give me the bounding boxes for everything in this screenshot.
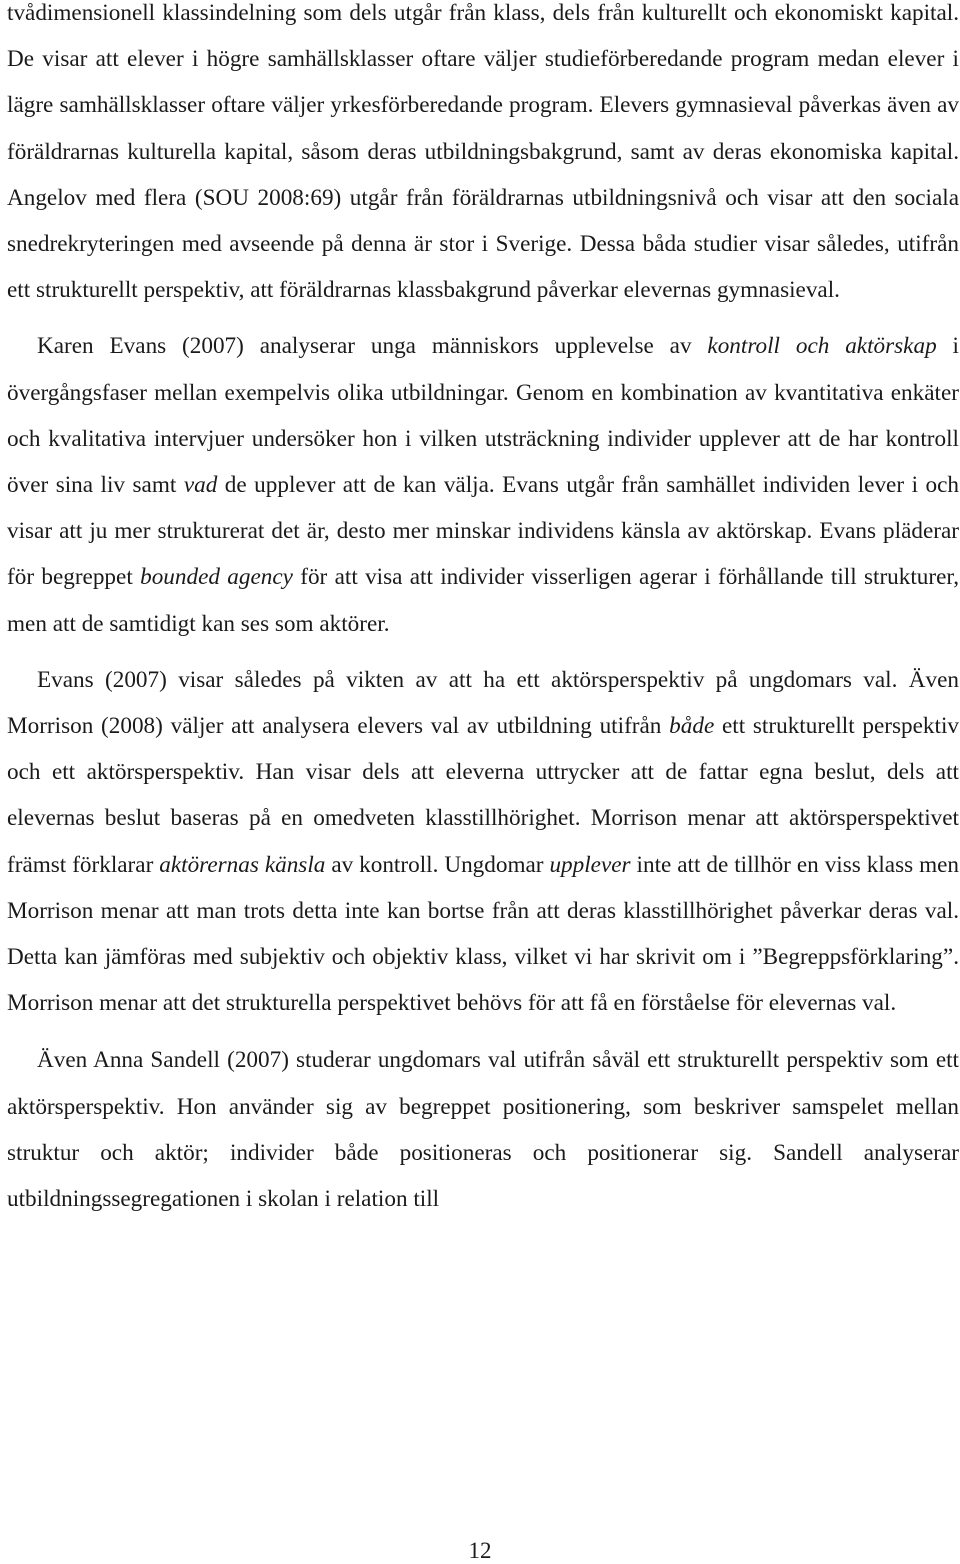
italic-term: kontroll och aktörskap: [707, 333, 937, 360]
document-page: [7, 0, 959, 1222]
page-number: 12: [468, 1538, 492, 1563]
paragraph-text: inte att de tillhör en viss klass men Morrison menar att man trots detta inte kan bortse från att deras klasstillhörighet påverkar deras val. Detta kan jämföras med subjektiv och objektiv klass, vilket vi har skrivit om i ”Begreppsförklaring”. Morrison menar att det strukturella perspektivet behövs för att få en förståelse för elevernas val.: [7, 851, 959, 1017]
paragraph-text: i övergångsfaser mellan exempelvis olika utbildningar. Genom en kombination av kvantitativa enkäter och kvalitativa intervjuer undersöker hon i vilken utsträckning individer upplever att de har kontroll över sina liv samt: [7, 333, 959, 499]
italic-term: bounded agency: [140, 564, 293, 591]
paragraph-gap: [7, 313, 959, 323]
paragraph-morrison: [7, 657, 959, 1027]
paragraph-text: de upplever att de kan välja. Evans utgår från samhället individen lever i och visar att ju mer strukturerat det är, desto mer minskar individens känsla av aktörskap. Evans pläderar för begreppet: [7, 472, 959, 591]
italic-term: vad: [183, 472, 218, 499]
paragraph-text: av kontroll. Ungdomar: [325, 851, 550, 878]
paragraph-text: Även Anna Sandell (2007) studerar ungdomars val utifrån såväl ett strukturellt perspektiv som ett aktörsperspektiv. Hon använder sig av begreppet positionering, som beskriver samspelet mellan struktur och aktör; individer både positioneras och positionerar sig. Sandell analyserar utbildningssegregationen i skolan i relation till: [7, 1047, 959, 1213]
italic-term: aktörernas känsla: [159, 851, 326, 878]
italic-term: upplever: [549, 851, 631, 878]
paragraph-gap: [7, 1026, 959, 1037]
paragraph-class-background: [7, 0, 959, 313]
paragraph-text: tvådimensionell klassindelning som dels utgår från klass, dels från kulturellt och ekonomiskt kapital. De visar att elever i högre samhällsklasser oftare väljer studieförberedande program medan elever i lägre samhällsklasser oftare väljer yrkesförberedande program. Elevers gymnasieval påverkas även av föräldrarnas kulturella kapital, såsom deras utbildningsbakgrund, samt av deras ekonomiska kapital. Angelov med flera (SOU 2008:69) utgår från föräldrarnas utbildningsnivå och visar att den sociala snedrekryteringen med avseende på denna är stor i Sverige. Dessa båda studier visar således, utifrån ett strukturellt perspektiv, att föräldrarnas klassbakgrund påverkar elevernas gymnasieval.: [7, 0, 959, 304]
paragraph-text: Karen Evans (2007) analyserar unga människors upplevelse av: [37, 333, 708, 360]
paragraph-text: för att visa att individer visserligen agerar i förhållande till strukturer, men att de samtidigt kan ses som aktörer.: [7, 564, 960, 637]
paragraph-text: ett strukturellt perspektiv och ett aktörsperspektiv. Han visar dels att eleverna uttrycker att de fattar egna beslut, dels att elevernas beslut baseras på en omedveten klasstillhörighet. Morrison menar att aktörsperspektivet främst förklarar: [7, 713, 960, 878]
paragraph-sandell: [7, 1037, 959, 1222]
italic-term: både: [669, 713, 715, 740]
paragraph-gap: [7, 647, 959, 657]
paragraph-evans-agency: [7, 323, 959, 646]
paragraph-text: Evans (2007) visar således på vikten av att ha ett aktörsperspektiv på ungdomars val. Även Morrison (2008) väljer att analysera elevers val av utbildning utifrån: [7, 666, 959, 740]
